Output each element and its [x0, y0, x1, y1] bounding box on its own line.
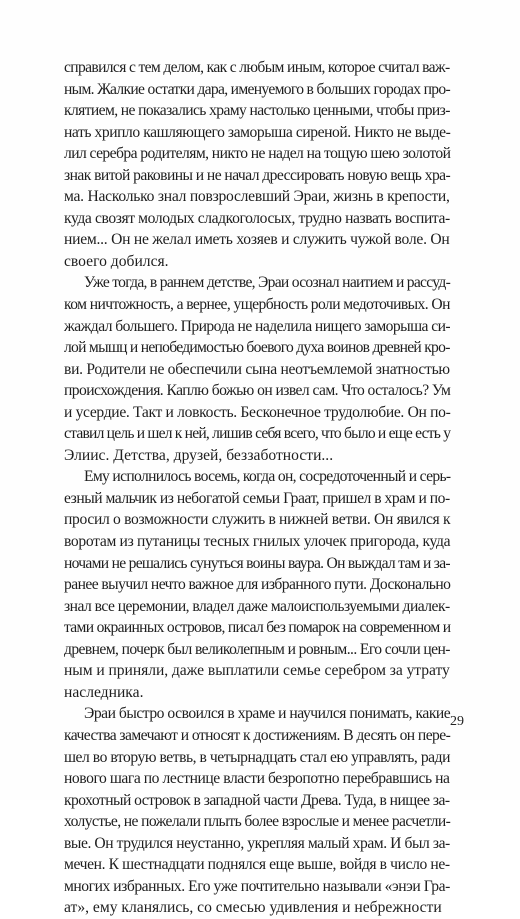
text-line: мечен. К шестнадцати поднялся еще выше, войдя в число не- — [64, 856, 450, 874]
text-line: жаждал большего. Природа не наделила нищего заморыша си- — [64, 317, 451, 335]
text-line: шел во вторую ветвь, в четырнадцать стал ею управлять, ради — [64, 748, 450, 766]
text-line: ма. Насколько знал повзрослевший Эраи, жизнь в крепости, — [64, 188, 450, 206]
text-line: куда свозят молодых сладкоголосых, трудно назвать воспита- — [64, 209, 450, 227]
text-line: клятием, не показались храму настолько ценными, чтобы приз- — [64, 102, 450, 120]
text-line: ат», ему кланялись, со смесью удивления и небрежности — [64, 899, 442, 917]
paragraph-start-line: Уже тогда, в раннем детстве, Эраи осознал наитием и рассуд- — [84, 274, 451, 292]
text-line: ночами не решались сунуться воины ваура. Он выждал там и за- — [64, 554, 450, 572]
text-line: воротам из путаницы тесных гнилых улочек пригорода, куда — [64, 533, 451, 551]
body-text — [64, 57, 450, 919]
text-line: тами окраинных островов, писал без помарок на современном и — [64, 619, 451, 637]
text-line: многих избранных. Его уже почтительно называли «энэи Гра- — [64, 877, 450, 895]
text-line: вые. Он трудился неустанно, укрепляя малый храм. И был за- — [64, 834, 450, 852]
paragraph-start-line: Эраи быстро освоился в храме и научился понимать, какие — [84, 705, 451, 723]
text-line: ставил цель и шел к ней, лишив себя всего, что было и еще есть у — [64, 425, 451, 443]
text-line: лил серебра родителям, никто не надел на тощую шею золотой — [64, 145, 451, 163]
text-line: ным и приняли, даже выплатили семье серебром за утрату — [64, 662, 450, 680]
paragraph-start-line: Ему исполнилось восемь, когда он, сосредоточенный и серь- — [84, 468, 451, 486]
text-line: ранее выучил нечто важное для избранного пути. Досконально — [64, 576, 451, 594]
text-line: древнем, почерк был великолепным и ровным... Его сочли цен- — [64, 640, 450, 658]
text-line: ным. Жалкие остатки дара, именуемого в больших городах про- — [64, 80, 451, 98]
text-line: своего добился. — [64, 252, 169, 270]
text-line: нового шага по лестнице власти безропотно перебравшись на — [64, 770, 450, 788]
text-line: качества замечают и относят к достижениям. В десять он пере- — [64, 726, 451, 744]
text-line: и усердие. Такт и ловкость. Бесконечное трудолюбие. Он по- — [64, 403, 451, 421]
page-number: 29 — [450, 714, 464, 729]
text-line: нием... Он не желал иметь хозяев и служить чужой воле. Он — [64, 231, 450, 249]
text-line: происхождения. Каплю божью он извел сам. Что осталось? Ум — [64, 382, 451, 400]
text-line: наследника. — [64, 683, 144, 701]
text-line: лой мышц и непобедимостью боевого духа воинов древней кро- — [64, 339, 450, 357]
text-line: ком ничтожность, а вернее, ущербность роли медоточивых. Он — [64, 296, 450, 314]
text-line: нать хрипло кашляющего заморыша сиреной. Никто не выде- — [64, 123, 451, 141]
text-line: знак витой раковины и не начал дрессировать новую вещь хра- — [64, 166, 451, 184]
text-line: просил о возможности служить в нижней ветви. Он явился к — [64, 511, 451, 529]
text-line: ви. Родители не обеспечили сына неотъемлемой знатностью — [64, 360, 450, 378]
text-line: знал все церемонии, владел даже малоиспользуемыми диалек- — [64, 597, 450, 615]
text-line: Элиис. Детства, друзей, беззаботности... — [64, 446, 334, 464]
text-line: крохотный островок в западной части Древа. Туда, в нищее за- — [64, 791, 450, 809]
text-line: езный мальчик из небогатой семьи Граат, пришел в храм и по- — [64, 489, 450, 507]
text-line: справился с тем делом, как с любым иным, которое считал важ- — [64, 59, 450, 76]
text-line: холустье, не пожелали плыть более взрослые и менее расчетли- — [64, 813, 451, 831]
